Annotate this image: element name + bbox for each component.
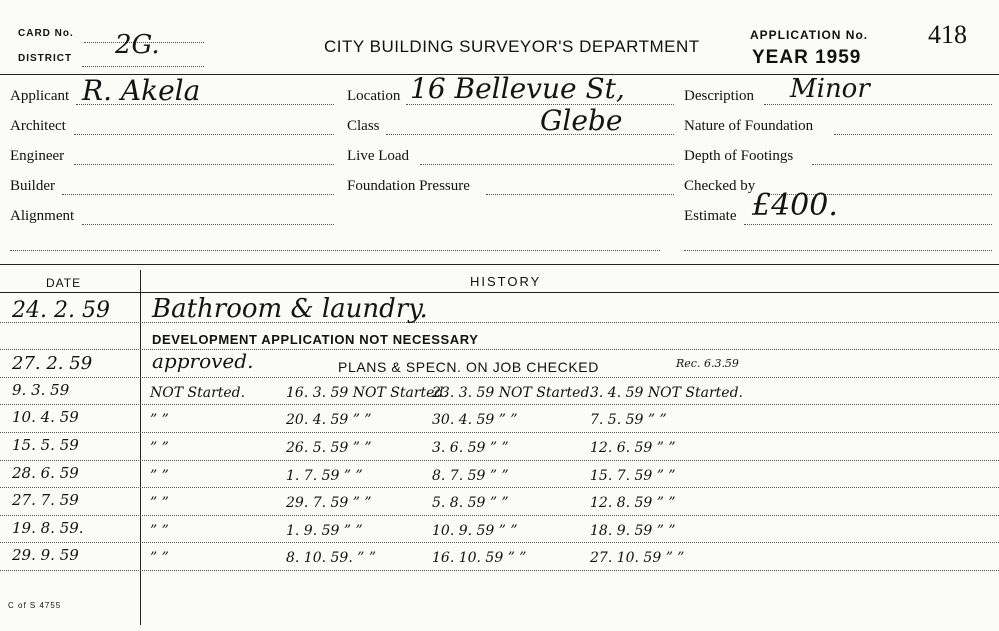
estimate-label: Estimate bbox=[684, 208, 737, 224]
description-line bbox=[764, 104, 992, 105]
history-cell: ” ” bbox=[150, 550, 169, 567]
year-label: YEAR 1959 bbox=[752, 47, 862, 68]
history-cell: 3. 4. 59 NOT Started. bbox=[590, 384, 743, 401]
history-cell: 7. 5. 59 ” ” bbox=[590, 412, 667, 429]
history-cell: 30. 4. 59 ” ” bbox=[432, 412, 518, 429]
alignment-label: Alignment bbox=[10, 208, 75, 224]
history-cell: 5. 8. 59 ” ” bbox=[432, 495, 509, 512]
class-value: Glebe bbox=[540, 104, 623, 137]
class-line bbox=[386, 134, 674, 135]
history-date: 10. 4. 59 bbox=[12, 408, 79, 427]
history-row-line bbox=[0, 404, 999, 405]
history-cell: NOT Started. bbox=[150, 384, 246, 401]
history-cell: 16. 3. 59 NOT Started. bbox=[286, 384, 448, 401]
history-typed-text: DEVELOPMENT APPLICATION NOT NECESSARY bbox=[152, 331, 479, 347]
history-cell: 8. 7. 59 ” ” bbox=[432, 467, 509, 484]
history-row-line bbox=[0, 487, 999, 488]
history-row-line bbox=[0, 542, 999, 543]
history-date: 15. 5. 59 bbox=[12, 436, 79, 454]
history-date: 27. 7. 59 bbox=[12, 491, 79, 510]
alignment-line bbox=[82, 224, 334, 225]
history-cell: 10. 9. 59 ” ” bbox=[432, 522, 518, 539]
district-label: DISTRICT bbox=[18, 53, 73, 64]
nature-of-foundation-label: Nature of Foundation bbox=[684, 118, 814, 134]
engineer-label: Engineer bbox=[10, 148, 65, 164]
history-cell: ” ” bbox=[150, 412, 169, 429]
history-row-line bbox=[0, 570, 999, 571]
history-cell: 27. 10. 59 ” ” bbox=[590, 550, 685, 567]
architect-label: Architect bbox=[10, 118, 66, 134]
builder-line bbox=[62, 194, 334, 195]
history-text: Bathroom & laundry. bbox=[152, 294, 428, 324]
history-cell: ” ” bbox=[150, 467, 169, 484]
history-cell: 8. 10. 59. ” ” bbox=[286, 550, 377, 567]
application-no-value: 418 bbox=[928, 20, 967, 49]
district-value: 2G. bbox=[115, 30, 160, 60]
engineer-line bbox=[74, 164, 334, 165]
live-load-line bbox=[420, 164, 674, 165]
history-cell: 12. 6. 59 ” ” bbox=[590, 440, 676, 456]
card-no-label: CARD No. bbox=[18, 28, 74, 39]
history-cell: 18. 9. 59 ” ” bbox=[590, 522, 676, 539]
history-cell: ” ” bbox=[150, 440, 169, 456]
history-rule-top bbox=[0, 264, 999, 265]
blank-line-2 bbox=[684, 250, 992, 251]
history-cell: 23. 3. 59 NOT Started. bbox=[432, 384, 594, 401]
history-row-line bbox=[0, 349, 999, 350]
applicant-value: R. Akela bbox=[82, 74, 201, 107]
history-date: 24. 2. 59 bbox=[12, 298, 110, 323]
history-row-line bbox=[0, 460, 999, 461]
history-cell: 3. 6. 59 ” ” bbox=[432, 440, 509, 456]
date-column-divider bbox=[140, 270, 141, 625]
history-cell: 16. 10. 59 ” ” bbox=[432, 550, 527, 567]
architect-line bbox=[74, 134, 334, 135]
history-date: 27. 2. 59 bbox=[12, 353, 93, 375]
live-load-label: Live Load bbox=[347, 148, 410, 164]
history-cell: 15. 7. 59 ” ” bbox=[590, 467, 676, 484]
location-label: Location bbox=[347, 88, 401, 104]
history-cell: ” ” bbox=[150, 495, 169, 512]
history-rule-header bbox=[0, 292, 999, 293]
builder-label: Builder bbox=[10, 178, 55, 194]
history-row-line bbox=[0, 322, 999, 323]
form-code: C of S 4755 bbox=[8, 601, 62, 610]
application-no-label: APPLICATION No. bbox=[750, 28, 869, 42]
history-typed-text: PLANS & SPECN. ON JOB CHECKED bbox=[338, 359, 599, 376]
district-line bbox=[82, 66, 204, 67]
checked-by-label: Checked by bbox=[684, 178, 756, 194]
history-header: HISTORY bbox=[470, 274, 542, 289]
history-cell: 29. 7. 59 ” ” bbox=[286, 495, 372, 512]
blank-line-1 bbox=[10, 250, 660, 251]
history-row-line bbox=[0, 515, 999, 516]
history-cell: 1. 9. 59 ” ” bbox=[286, 522, 363, 539]
department-title: CITY BUILDING SURVEYOR'S DEPARTMENT bbox=[324, 37, 700, 56]
history-date: 29. 9. 59 bbox=[12, 546, 79, 565]
applicant-label: Applicant bbox=[10, 88, 70, 104]
history-date: 19. 8. 59. bbox=[12, 518, 84, 537]
description-label: Description bbox=[684, 88, 754, 104]
estimate-value: £400. bbox=[752, 188, 838, 223]
history-cell: 1. 7. 59 ” ” bbox=[286, 467, 363, 484]
history-row-line bbox=[0, 377, 999, 378]
foundation-pressure-line bbox=[486, 194, 674, 195]
location-value: 16 Bellevue St, bbox=[410, 72, 625, 105]
class-label: Class bbox=[347, 118, 380, 134]
history-date: 9. 3. 59 bbox=[12, 380, 70, 399]
foundation-pressure-label: Foundation Pressure bbox=[347, 178, 470, 194]
history-cell: 20. 4. 59 ” ” bbox=[286, 412, 372, 429]
estimate-line bbox=[744, 224, 992, 225]
history-date: 28. 6. 59 bbox=[12, 463, 79, 482]
history-cell: 26. 5. 59 ” ” bbox=[286, 440, 372, 456]
history-cell: ” ” bbox=[150, 522, 169, 539]
history-cell: 12. 8. 59 ” ” bbox=[590, 495, 676, 512]
depth-of-footings-label: Depth of Footings bbox=[684, 148, 794, 164]
history-text: approved. bbox=[152, 349, 254, 374]
depth-of-footings-line bbox=[812, 164, 992, 165]
history-row-line bbox=[0, 432, 999, 433]
description-value: Minor bbox=[790, 74, 870, 104]
history-note: Rec. 6.3.59 bbox=[676, 357, 739, 371]
date-header: DATE bbox=[46, 276, 82, 290]
nature-of-foundation-line bbox=[834, 134, 992, 135]
